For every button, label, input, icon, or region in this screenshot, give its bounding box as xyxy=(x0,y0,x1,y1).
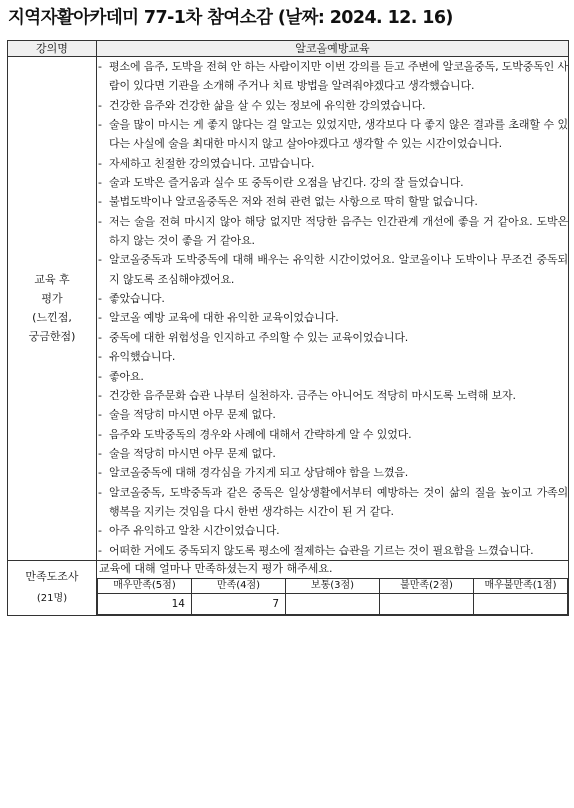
feedback-item: - 유익했습니다. xyxy=(97,347,568,366)
feedback-item: - 중독에 대한 위험성을 인지하고 주의할 수 있는 교육이었습니다. xyxy=(97,328,568,347)
count-satisfied: 7 xyxy=(192,593,286,614)
rating-very-satisfied: 매우만족(5점) xyxy=(98,578,192,593)
evaluation-label-line: (느낀점, xyxy=(32,311,72,325)
feedback-item: - 술과 도박은 즐거움과 실수 또 중독이란 오점을 남긴다. 강의 잘 들었습니다. xyxy=(97,173,568,192)
rating-dissatisfied: 불만족(2점) xyxy=(380,578,474,593)
feedback-item: - 술을 적당히 마시면 아무 문제 없다. xyxy=(97,405,568,424)
feedback-item: - 알코올중독, 도박중독과 같은 중독은 일상생활에서부터 예방하는 것이 삶의 질을 높이고 가족의 행복을 지키는 것임을 다시 한번 생각하는 시간이 된 거 같다. xyxy=(97,483,568,522)
satisfaction-values-row xyxy=(98,593,568,614)
feedback-item: - 불법도박이나 알코올중독은 저와 전혀 관련 없는 사항으로 딱히 할말 없습니다. xyxy=(97,192,568,211)
respondent-count: (21명) xyxy=(36,592,68,604)
rating-satisfied: 만족(4점) xyxy=(192,578,286,593)
satisfaction-label xyxy=(8,560,97,615)
count-dissatisfied xyxy=(380,593,474,614)
evaluation-label-line: 교육 후 xyxy=(34,273,70,287)
feedback-item: - 건강한 음주문화 습관 나부터 실천하자. 금주는 아니어도 적당히 마시도록 노력해 보자. xyxy=(97,386,568,405)
survey-table xyxy=(7,40,569,616)
header-lecture-name: 강의명 xyxy=(8,41,97,57)
evaluation-label-line: 궁금한점) xyxy=(28,330,76,344)
evaluation-row xyxy=(8,57,569,561)
feedback-item: - 좋아요. xyxy=(97,367,568,386)
feedback-item: - 술을 많이 마시는 게 좋지 않다는 걸 알고는 있었지만, 생각보다 다 좋지 않은 결과를 초래할 수 있다는 사실에 술을 최대한 마시지 않고 살아야겠다고 생각할 수 있는 시간이었습니다. xyxy=(97,115,568,154)
rating-neutral: 보통(3점) xyxy=(286,578,380,593)
count-neutral xyxy=(286,593,380,614)
header-lecture-title: 알코올예방교육 xyxy=(97,41,569,57)
feedback-item: - 음주와 도박중독의 경우와 사례에 대해서 간략하게 알 수 있었다. xyxy=(97,425,568,444)
page-title: 지역자활아카데미 77-1차 참여소감 (날짜: 2024. 12. 16) xyxy=(8,8,453,28)
feedback-item: - 자세하고 친절한 강의였습니다. 고맙습니다. xyxy=(97,154,568,173)
feedback-item: - 알코올중독에 대해 경각심을 가지게 되고 상담해야 함을 느꼈음. xyxy=(97,463,568,482)
satisfaction-row xyxy=(8,560,569,615)
feedback-item: - 알코올 예방 교육에 대한 유익한 교육이었습니다. xyxy=(97,308,568,327)
evaluation-label-line: 평가 xyxy=(41,292,63,306)
satisfaction-title: 만족도조사 xyxy=(25,569,79,583)
satisfaction-header-row xyxy=(98,578,568,593)
feedback-item: - 평소에 음주, 도박을 전혀 안 하는 사람이지만 이번 강의를 듣고 주변에 알코올중독, 도박중독인 사람이 있다면 기관을 소개해 주거나 치료 방법을 알려줘야겠다고 생각했습니다. xyxy=(97,57,568,96)
feedback-item: - 알코올중독과 도박중독에 대해 배우는 유익한 시간이었어요. 알코올이나 도박이나 무조건 중독되지 않도록 조심해야겠어요. xyxy=(97,250,568,289)
evaluation-label xyxy=(8,57,97,561)
satisfaction-table xyxy=(97,578,568,615)
table-header-row xyxy=(8,41,569,57)
feedback-item: - 아주 유익하고 알찬 시간이었습니다. xyxy=(97,521,568,540)
count-very-satisfied: 14 xyxy=(98,593,192,614)
satisfaction-question: 교육에 대해 얼마나 만족하셨는지 평가 해주세요. xyxy=(99,561,333,575)
evaluation-content xyxy=(97,57,569,561)
count-very-dissatisfied xyxy=(474,593,568,614)
feedback-item: - 건강한 음주와 건강한 삶을 살 수 있는 정보에 유익한 강의였습니다. xyxy=(97,96,568,115)
rating-very-dissatisfied: 매우불만족(1점) xyxy=(474,578,568,593)
feedback-item: - 좋았습니다. xyxy=(97,289,568,308)
feedback-item: - 저는 술을 전혀 마시지 않아 해당 없지만 적당한 음주는 인간관계 개선에 좋을 거 같아요. 도박은 하지 않는 것이 좋을 거 같아요. xyxy=(97,212,568,251)
feedback-list xyxy=(97,57,568,560)
satisfaction-content xyxy=(97,560,569,615)
feedback-item: - 어떠한 거에도 중독되지 않도록 평소에 절제하는 습관을 기르는 것이 필요함을 느꼈습니다. xyxy=(97,541,568,560)
feedback-item: - 술을 적당히 마시면 아무 문제 없다. xyxy=(97,444,568,463)
